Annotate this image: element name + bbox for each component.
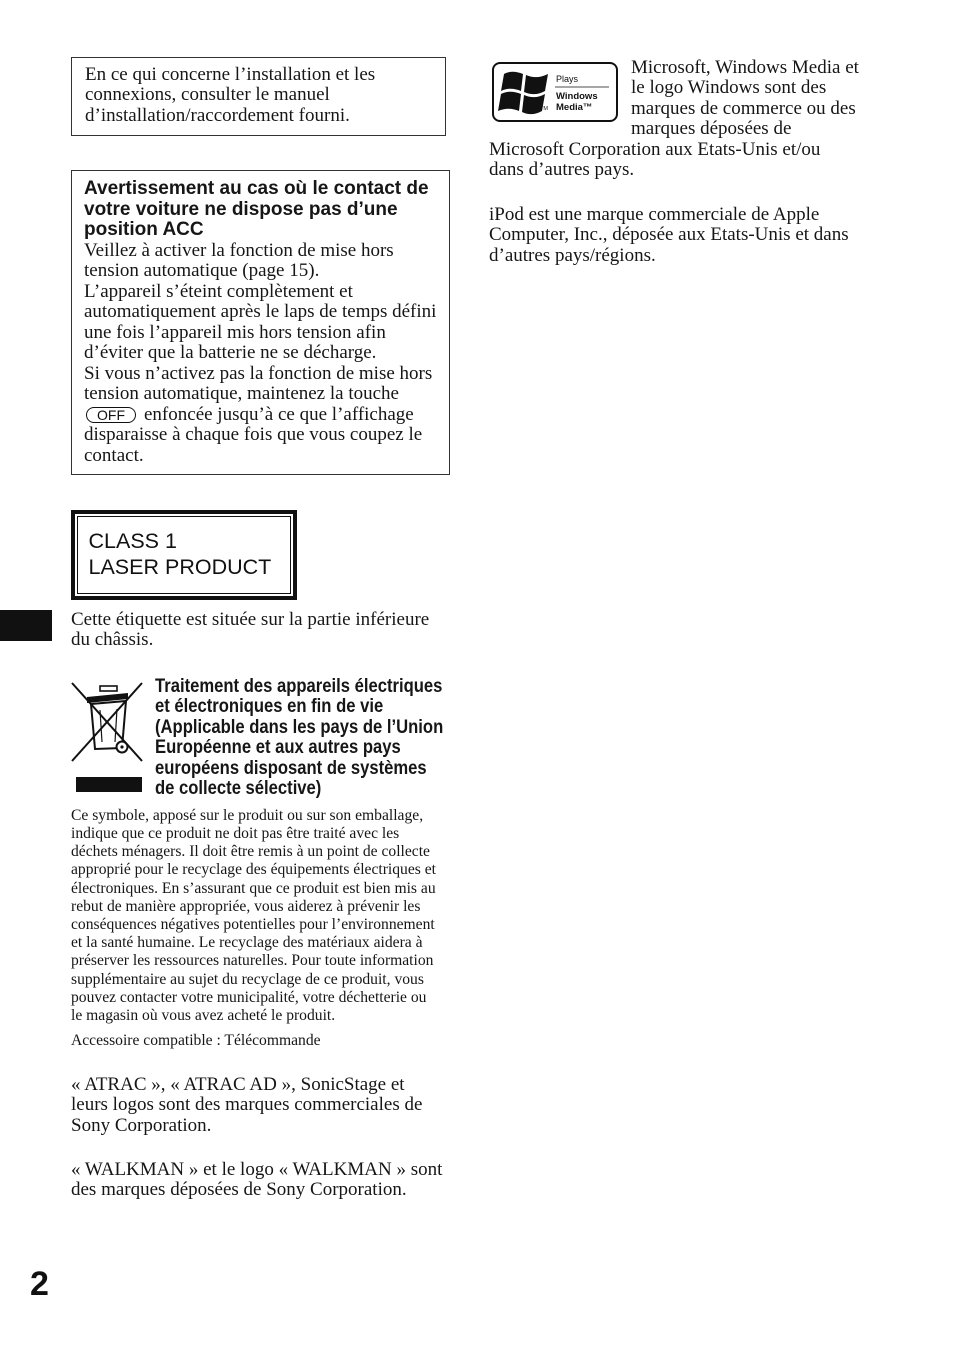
- weee-heading-line: européens disposant de systèmes: [155, 757, 427, 779]
- laser-label-product: LASER PRODUCT: [88, 554, 272, 579]
- weee-heading-line: et électroniques en fin de vie: [155, 696, 384, 718]
- weee-description-line: approprié pour le recyclage des équipements électriques et: [71, 861, 436, 879]
- microsoft-trademark-line: Microsoft Corporation aux Etats-Unis et/ou: [489, 138, 821, 160]
- acc-warning-body-line: contact.: [84, 444, 144, 466]
- microsoft-trademark-line: marques déposées de: [631, 118, 792, 140]
- laser-label-class: CLASS 1: [88, 528, 177, 553]
- weee-description-line: le magasin où vous avez acheté le produit.: [71, 1007, 336, 1025]
- microsoft-trademark-note-below-logo: [489, 140, 820, 181]
- logo-windows-text: Windows: [556, 91, 598, 102]
- off-key-line: [84, 405, 449, 426]
- acc-warning-body-line: tension automatique, maintenez la touche: [84, 383, 399, 404]
- acc-warning-body-line: une fois l’appareil mis hors tension afin: [84, 321, 386, 343]
- weee-heading: [155, 677, 495, 799]
- acc-warning-body-line: tension automatique (page 15).: [84, 260, 320, 281]
- acc-warning-body-part-1: [84, 241, 449, 405]
- microsoft-trademark-line: dans d’autres pays.: [489, 159, 635, 181]
- acc-warning-body-line: disparaisse à chaque fois que vous coupez le: [84, 424, 423, 445]
- atrac-trademark-note: [71, 1075, 422, 1137]
- weee-heading-line: Européenne et aux autres pays: [155, 737, 401, 759]
- acc-warning-title-line: votre voiture ne dispose pas d’une: [84, 198, 398, 220]
- weee-description-line: déchets ménagers. Il doit être remis à un point de collecte: [71, 843, 430, 861]
- laser-product-label: [71, 510, 297, 600]
- crossed-out-wheeled-bin-icon: [71, 680, 143, 794]
- acc-warning-box: [71, 170, 450, 475]
- install-note-line: d’installation/raccordement fourni.: [85, 104, 350, 126]
- ipod-trademark-note: [489, 205, 849, 267]
- acc-warning-body-line: automatiquement après le laps de temps défini: [84, 301, 437, 322]
- weee-description-line: indique que ce produit ne doit pas être traité avec les: [71, 825, 400, 842]
- microsoft-trademark-line: marques de commerce ou des: [631, 97, 856, 119]
- atrac-trademark-line: Sony Corporation.: [71, 1114, 212, 1136]
- label-location-note-line: du châssis.: [71, 629, 154, 650]
- off-key-line-text: enfoncée jusqu’à ce que l’affichage: [144, 403, 414, 425]
- acc-warning-body-line: Veillez à activer la fonction de mise hors: [84, 239, 394, 261]
- atrac-trademark-line: leurs logos sont des marques commerciales de: [71, 1094, 423, 1116]
- weee-description-line: électroniques. En s’assurant que ce produit est bien mis au: [71, 879, 436, 897]
- microsoft-trademark-note-beside-logo: [631, 58, 859, 140]
- install-note-line: connexions, consulter le manuel: [85, 84, 330, 105]
- weee-description-line: pouvez contacter votre municipalité, votre déchetterie ou: [71, 988, 427, 1006]
- acc-warning-body-part-2: [84, 425, 449, 466]
- laser-product-label-inner: [77, 516, 291, 594]
- acc-warning-body-line: d’éviter que la batterie ne se décharge.: [84, 342, 377, 363]
- ipod-trademark-line: iPod est une marque commerciale de Apple: [489, 203, 820, 225]
- install-note-box: [71, 57, 446, 136]
- acc-warning-body-line: Si vous n’activez pas la fonction de mise hors: [84, 362, 433, 384]
- microsoft-trademark-line: le logo Windows sont des: [631, 77, 827, 99]
- weee-description-line: préserver les ressources naturelles. Pour toute information: [71, 952, 434, 970]
- acc-warning-title-line: position ACC: [84, 219, 204, 240]
- microsoft-trademark-line: Microsoft, Windows Media et: [631, 56, 859, 78]
- section-tab-marker: [0, 610, 52, 641]
- label-location-note: [71, 610, 429, 651]
- walkman-trademark-note: [71, 1160, 442, 1201]
- logo-tm-mark: TM: [540, 106, 548, 112]
- weee-description-line: et la santé humaine. Le recyclage des matériaux aidera à: [71, 934, 423, 952]
- weee-heading-line: (Applicable dans les pays de l’Union: [155, 716, 444, 738]
- walkman-trademark-line: « WALKMAN » et le logo « WALKMAN » sont: [71, 1158, 443, 1180]
- weee-heading-line: de collecte sélective): [155, 778, 322, 800]
- logo-plays-text: Plays: [556, 74, 579, 84]
- acc-warning-body-line: L’appareil s’éteint complètement et: [84, 280, 353, 302]
- ipod-trademark-line: Computer, Inc., déposée aux Etats-Unis et dans: [489, 224, 849, 246]
- windows-media-logo: [492, 62, 618, 122]
- weee-description-line: Ce symbole, apposé sur le produit ou sur son emballage,: [71, 806, 424, 824]
- label-location-note-line: Cette étiquette est située sur la partie inférieure: [71, 608, 430, 630]
- weee-description: [71, 807, 436, 1025]
- atrac-trademark-line: « ATRAC », « ATRAC AD », SonicStage et: [71, 1073, 405, 1095]
- acc-warning-title-line: Avertissement au cas où le contact de: [84, 178, 429, 199]
- logo-media-text: Media™: [556, 102, 593, 113]
- weee-heading-line: Traitement des appareils électriques: [155, 676, 443, 697]
- walkman-trademark-line: des marques déposées de Sony Corporation.: [71, 1179, 407, 1201]
- ipod-trademark-line: d’autres pays/régions.: [489, 244, 656, 266]
- acc-warning-title: [84, 179, 449, 241]
- weee-description-line: conséquences négatives potentielles pour l’environnement: [71, 916, 435, 934]
- weee-description-line: rebut de manière appropriée, vous aiderez à prévenir les: [71, 897, 421, 915]
- accessory-note: Accessoire compatible : Télécommande: [71, 1031, 321, 1049]
- install-note-line: En ce qui concerne l’installation et les: [85, 63, 376, 85]
- page-number: 2: [30, 1265, 49, 1303]
- weee-description-line: supplémentaire au sujet du recyclage de ce produit, vous: [71, 970, 424, 988]
- acc-warning-body: [84, 241, 449, 467]
- off-key-symbol: OFF: [86, 407, 136, 423]
